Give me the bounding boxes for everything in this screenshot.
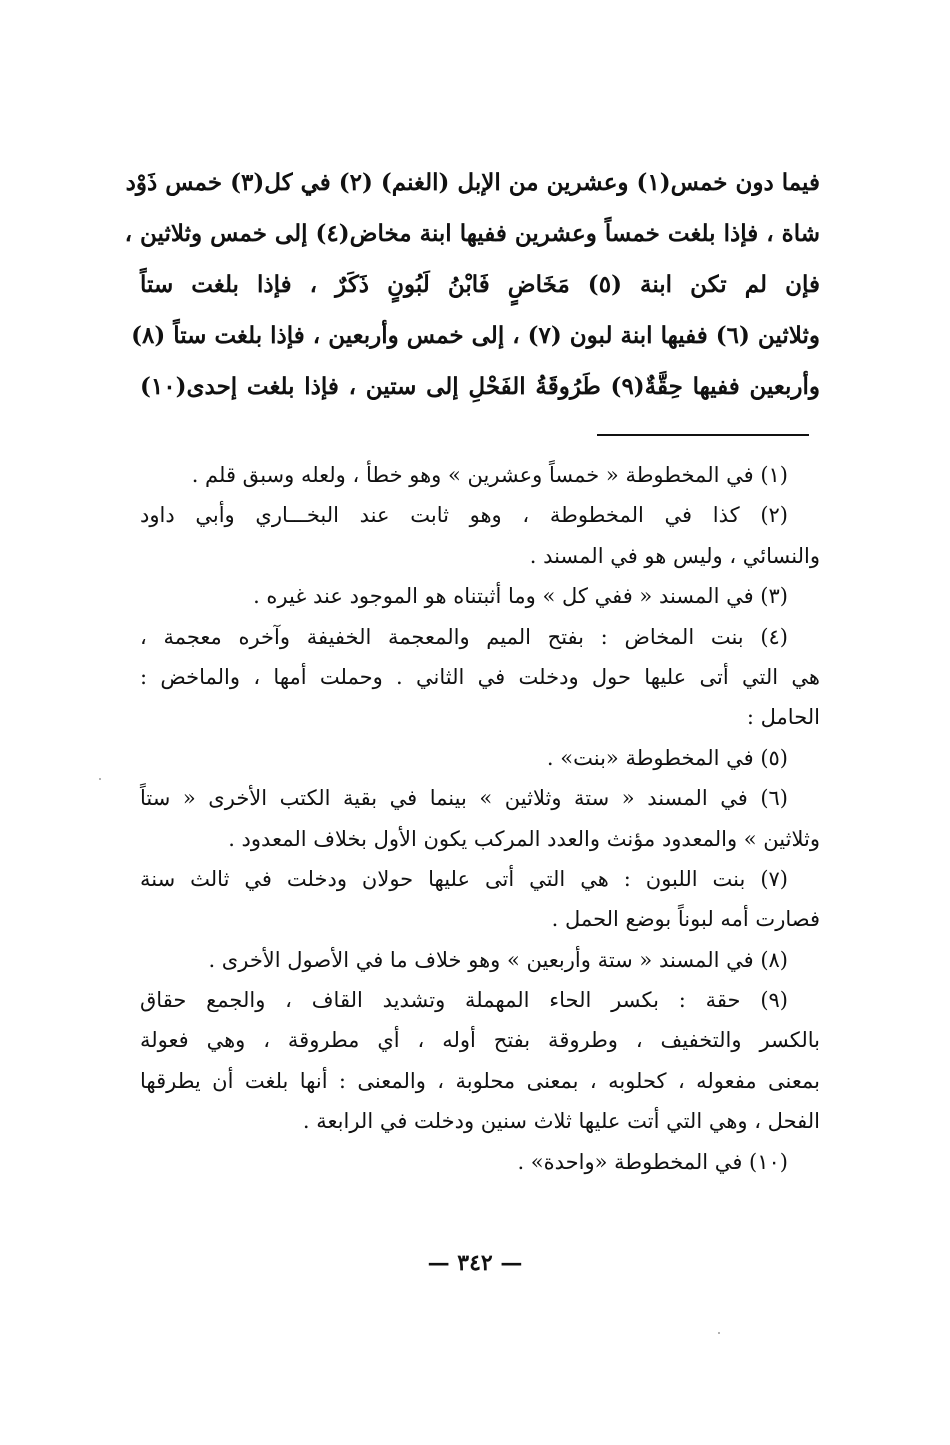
- footnote-separator-rule: [597, 434, 809, 436]
- footnote-10-line: (١٠) في المخطوطة «واحدة» .: [517, 1149, 788, 1174]
- main-text-line: وثلاثين (٦) ففيها ابنة لبون (٧) ، إلى خمس وأربعين ، فإذا بلغت ستاً (٨): [131, 322, 820, 349]
- footnote-1-line: (١) في المخطوطة « خمساً وعشرين » وهو خطأ ، ولعله وسبق قلم .: [191, 463, 788, 487]
- footnote-2-line: والنسائي ، وليس هو في المسند .: [529, 543, 820, 568]
- main-text-line: فإن لم تكن ابنة (٥) مَخَاضٍ فَابْنُ لَبُونٍ ذَكَرٌ ، فإذا بلغت ستاً: [140, 271, 820, 298]
- footnotes-block: [140, 455, 820, 1182]
- footnote-5-line: (٥) في المخطوطة «بنت» .: [546, 745, 788, 770]
- footnote-9-line: (٩) حقة : بكسر الحاء المهملة وتشديد القاف ، والجمع حقاق: [140, 988, 788, 1013]
- scan-speck: [718, 1332, 720, 1334]
- main-text-line: شاة ، فإذا بلغت خمساً وعشرين ففيها ابنة مخاض(٤) إلى خمس وثلاثين ،: [124, 220, 820, 247]
- footnote-6-line: وثلاثين » والمعدود مؤنث والعدد المركب يكون الأول بخلاف المعدود .: [228, 826, 820, 851]
- footnote-7-line: فصارت أمه لبوناً بوضع الحمل .: [551, 907, 820, 932]
- footnote-3-line: (٣) في المسند « ففي كل » وما أثبتناه هو الموجود عند غيره .: [253, 584, 788, 609]
- footnote-9-line: الفحل ، وهي التي أتت عليها ثلاث سنين ودخلت في الرابعة .: [302, 1109, 820, 1134]
- footnote-7-line: (٧) بنت اللبون : هي التي أتى عليها حولان ودخلت في ثالث سنة: [140, 866, 788, 891]
- footnote-4-line: الحامل :: [746, 705, 820, 730]
- footnote-9-line: بالكسر والتخفيف ، وطروقة بفتح أوله ، أي مطروقة ، وهي فعولة: [140, 1028, 820, 1053]
- footnote-4-line: هي التي أتى عليها حول ودخلت في الثاني . وحملت أمها ، والماخض :: [140, 664, 820, 689]
- main-text-block: [124, 157, 821, 412]
- page-number: — ٣٤٢ —: [427, 1250, 523, 1276]
- footnote-9-line: بمعنى مفعوله ، كحلوبه ، بمعنى محلوبة ، والمعنى : أنها بلغت أن يطرقها: [140, 1068, 820, 1093]
- footnote-8-line: (٨) في المسند « ستة وأربعين » وهو خلاف ما في الأصول الأخرى .: [208, 947, 788, 972]
- footnote-6-line: (٦) في المسند « ستة وثلاثين » بينما في بقية الكتب الأخرى « ستاً: [140, 786, 788, 811]
- scan-speck: [99, 778, 101, 780]
- main-text-line: فيما دون خمس(١) وعشرين من الإبل (الغنم) (٢) في كل(٣) خمس ذَوْد: [125, 169, 820, 196]
- main-text-line: وأربعين ففيها حِقَّةٌ(٩) طَرُوقَةُ الفَحْلِ إلى ستين ، فإذا بلغت إحدى(١٠): [140, 373, 821, 400]
- footnote-2-line: (٢) كذا في المخطوطة ، وهو ثابت عند البخـــاري وأبي داود: [140, 503, 788, 528]
- footnote-4-line: (٤) بنت المخاض : بفتح الميم والمعجمة الخفيفة وآخره معجمة ،: [140, 624, 788, 649]
